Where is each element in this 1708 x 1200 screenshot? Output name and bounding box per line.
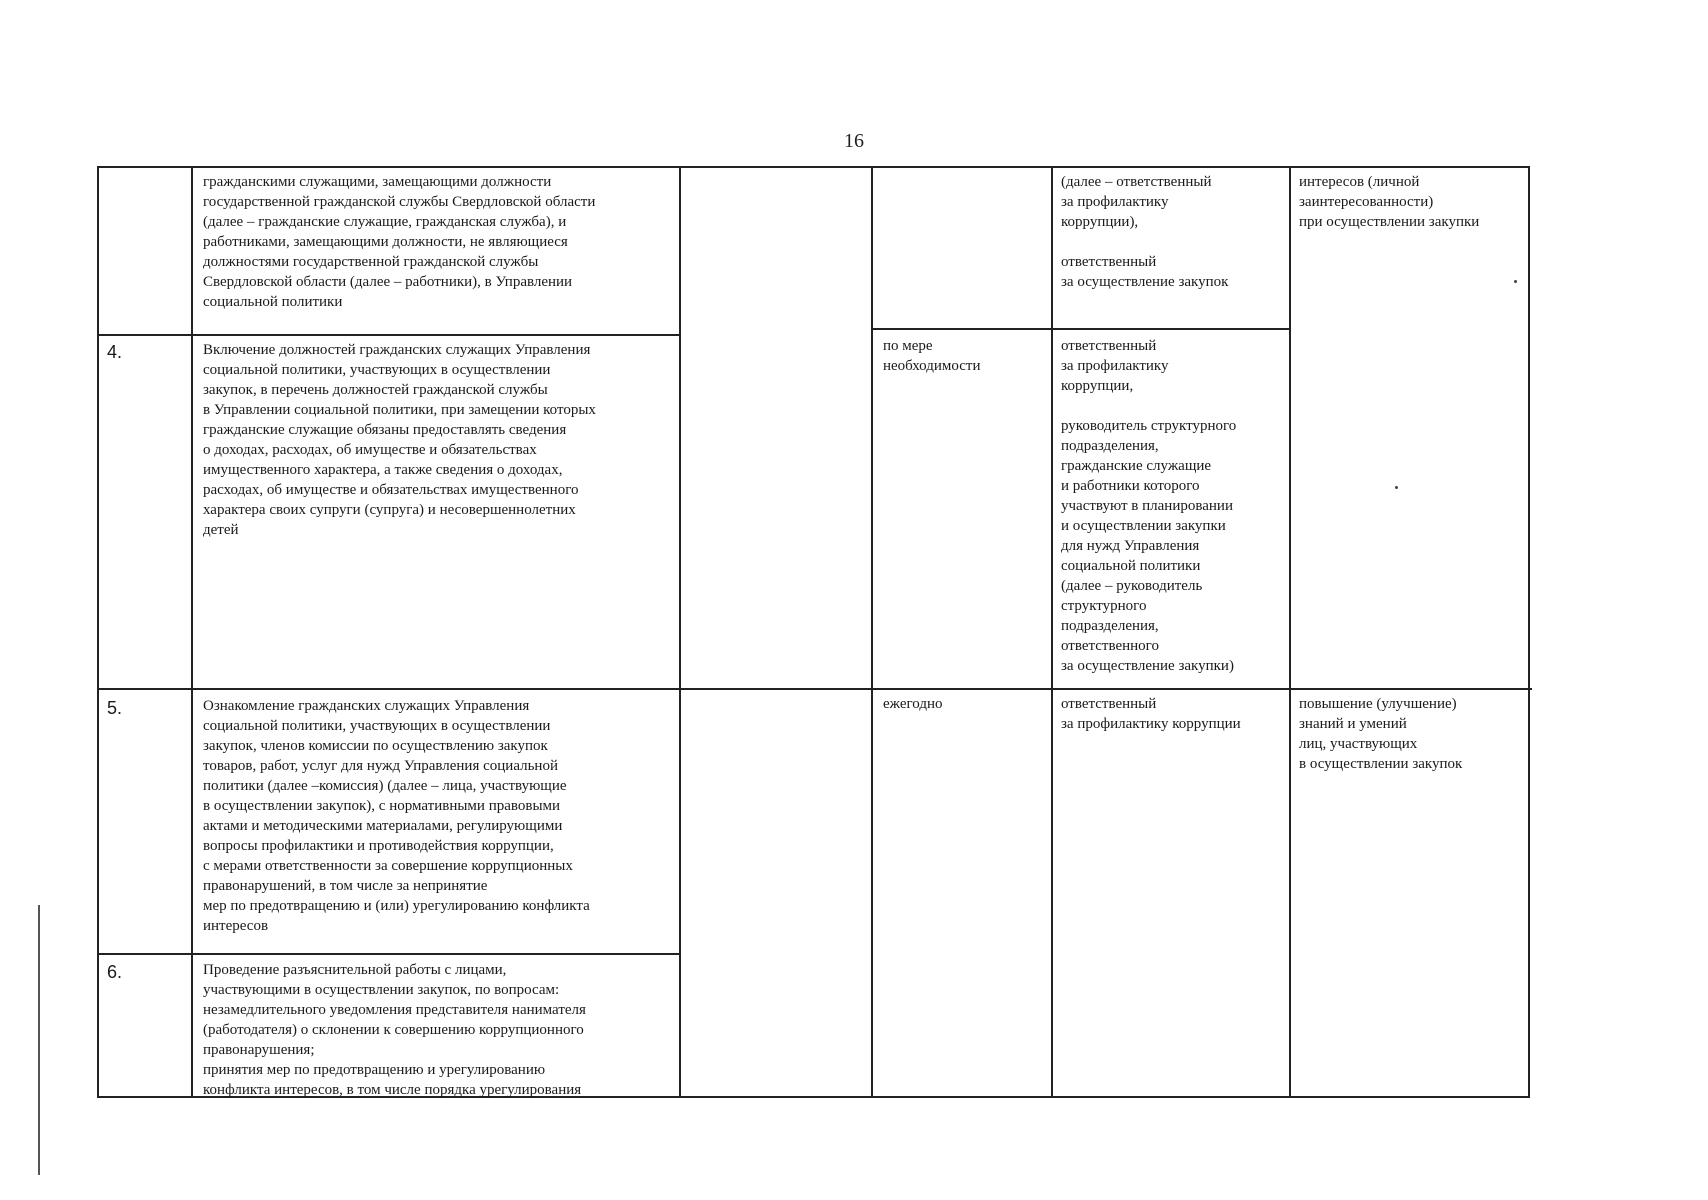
row-divider — [99, 688, 1532, 690]
table-row-continuation-responsible: (далее – ответственный за профилактику коррупции), ответственный за осуществление закупок — [1061, 174, 1229, 290]
column-divider — [1051, 168, 1053, 1096]
scan-speck — [1395, 486, 1398, 489]
row-5-number: 5. — [107, 698, 123, 718]
row-4-number: 4. — [107, 342, 123, 362]
row-5-description: Ознакомление гражданских служащих Управления социальной политики, участвующих в осуществлении закупок, членов комиссии по осуществлению закупок товаров, работ, услуг для нужд Управления социальной политики (далее –комиссия) (далее – лица, участвующие в осуществлении закупок), с нормативными правовыми актами и методическими материалами, регулирующими вопросы профилактики и противодействия коррупции, с мерами ответственности за совершение коррупционных правонарушений, в том числе за непринятие мер по предотвращению и (или) урегулированию конфликта интересов — [203, 698, 590, 934]
row-4-description: Включение должностей гражданских служащих Управления социальной политики, участвующих в осуществлении закупок, в перечень должностей гражданской службы в Управлении социальной политики, при замещении которых гражданские служащие обязаны предоставлять сведения о доходах, расходах, об имуществе и обязательствах имущественного характера, а также сведения о доходах, расходах, об имуществе и обязательствах имущественного характера своих супруги (супруга) и несовершеннолетних детей — [203, 342, 596, 538]
row-4-deadline: по мере необходимости — [883, 338, 981, 374]
row-5-deadline: ежегодно — [883, 696, 943, 712]
row-4-responsible: ответственный за профилактику коррупции, руководитель структурного подразделения, гражданские служащие и работники которого участвуют в планировании и осуществлении закупки для нужд Управления социальной политики (далее – руководитель структурного подразделения, ответственного за осуществление закупки) — [1061, 338, 1237, 674]
measures-table — [97, 166, 1530, 1098]
row-5-result: повышение (улучшение) знаний и умений лиц, участвующих в осуществлении закупок — [1299, 696, 1463, 772]
row-6-number: 6. — [107, 962, 123, 982]
scan-edge-line — [38, 905, 40, 1175]
scan-speck — [1514, 280, 1517, 283]
column-divider — [679, 168, 681, 1096]
row-divider — [99, 953, 679, 955]
row-divider — [1051, 328, 1289, 330]
row-divider — [871, 328, 1051, 330]
column-divider — [1289, 168, 1291, 1096]
table-row-continuation-description: гражданскими служащими, замещающими должности государственной гражданской службы Свердловской области (далее – гражданские служащие, гражданская служба), и работниками, замещающими должности, не являющиеся должностями государственной гражданской службы Свердловской области (далее – работники), в Управлении социальной политики — [203, 174, 596, 310]
row-5-responsible: ответственный за профилактику коррупции — [1061, 696, 1241, 732]
column-divider — [871, 168, 873, 1096]
row-divider — [99, 334, 679, 336]
table-row-continuation-result: интересов (личной заинтересованности) при осуществлении закупки — [1299, 174, 1480, 230]
column-divider — [191, 168, 193, 1096]
row-6-description: Проведение разъяснительной работы с лицами, участвующими в осуществлении закупок, по вопросам: незамедлительного уведомления представителя нанимателя (работодателя) о склонении к совершению коррупционного правонарушения; принятия мер по предотвращению и урегулированию конфликта интересов, в том числе порядка урегулирования — [203, 962, 586, 1098]
page-number: 16 — [844, 130, 864, 152]
